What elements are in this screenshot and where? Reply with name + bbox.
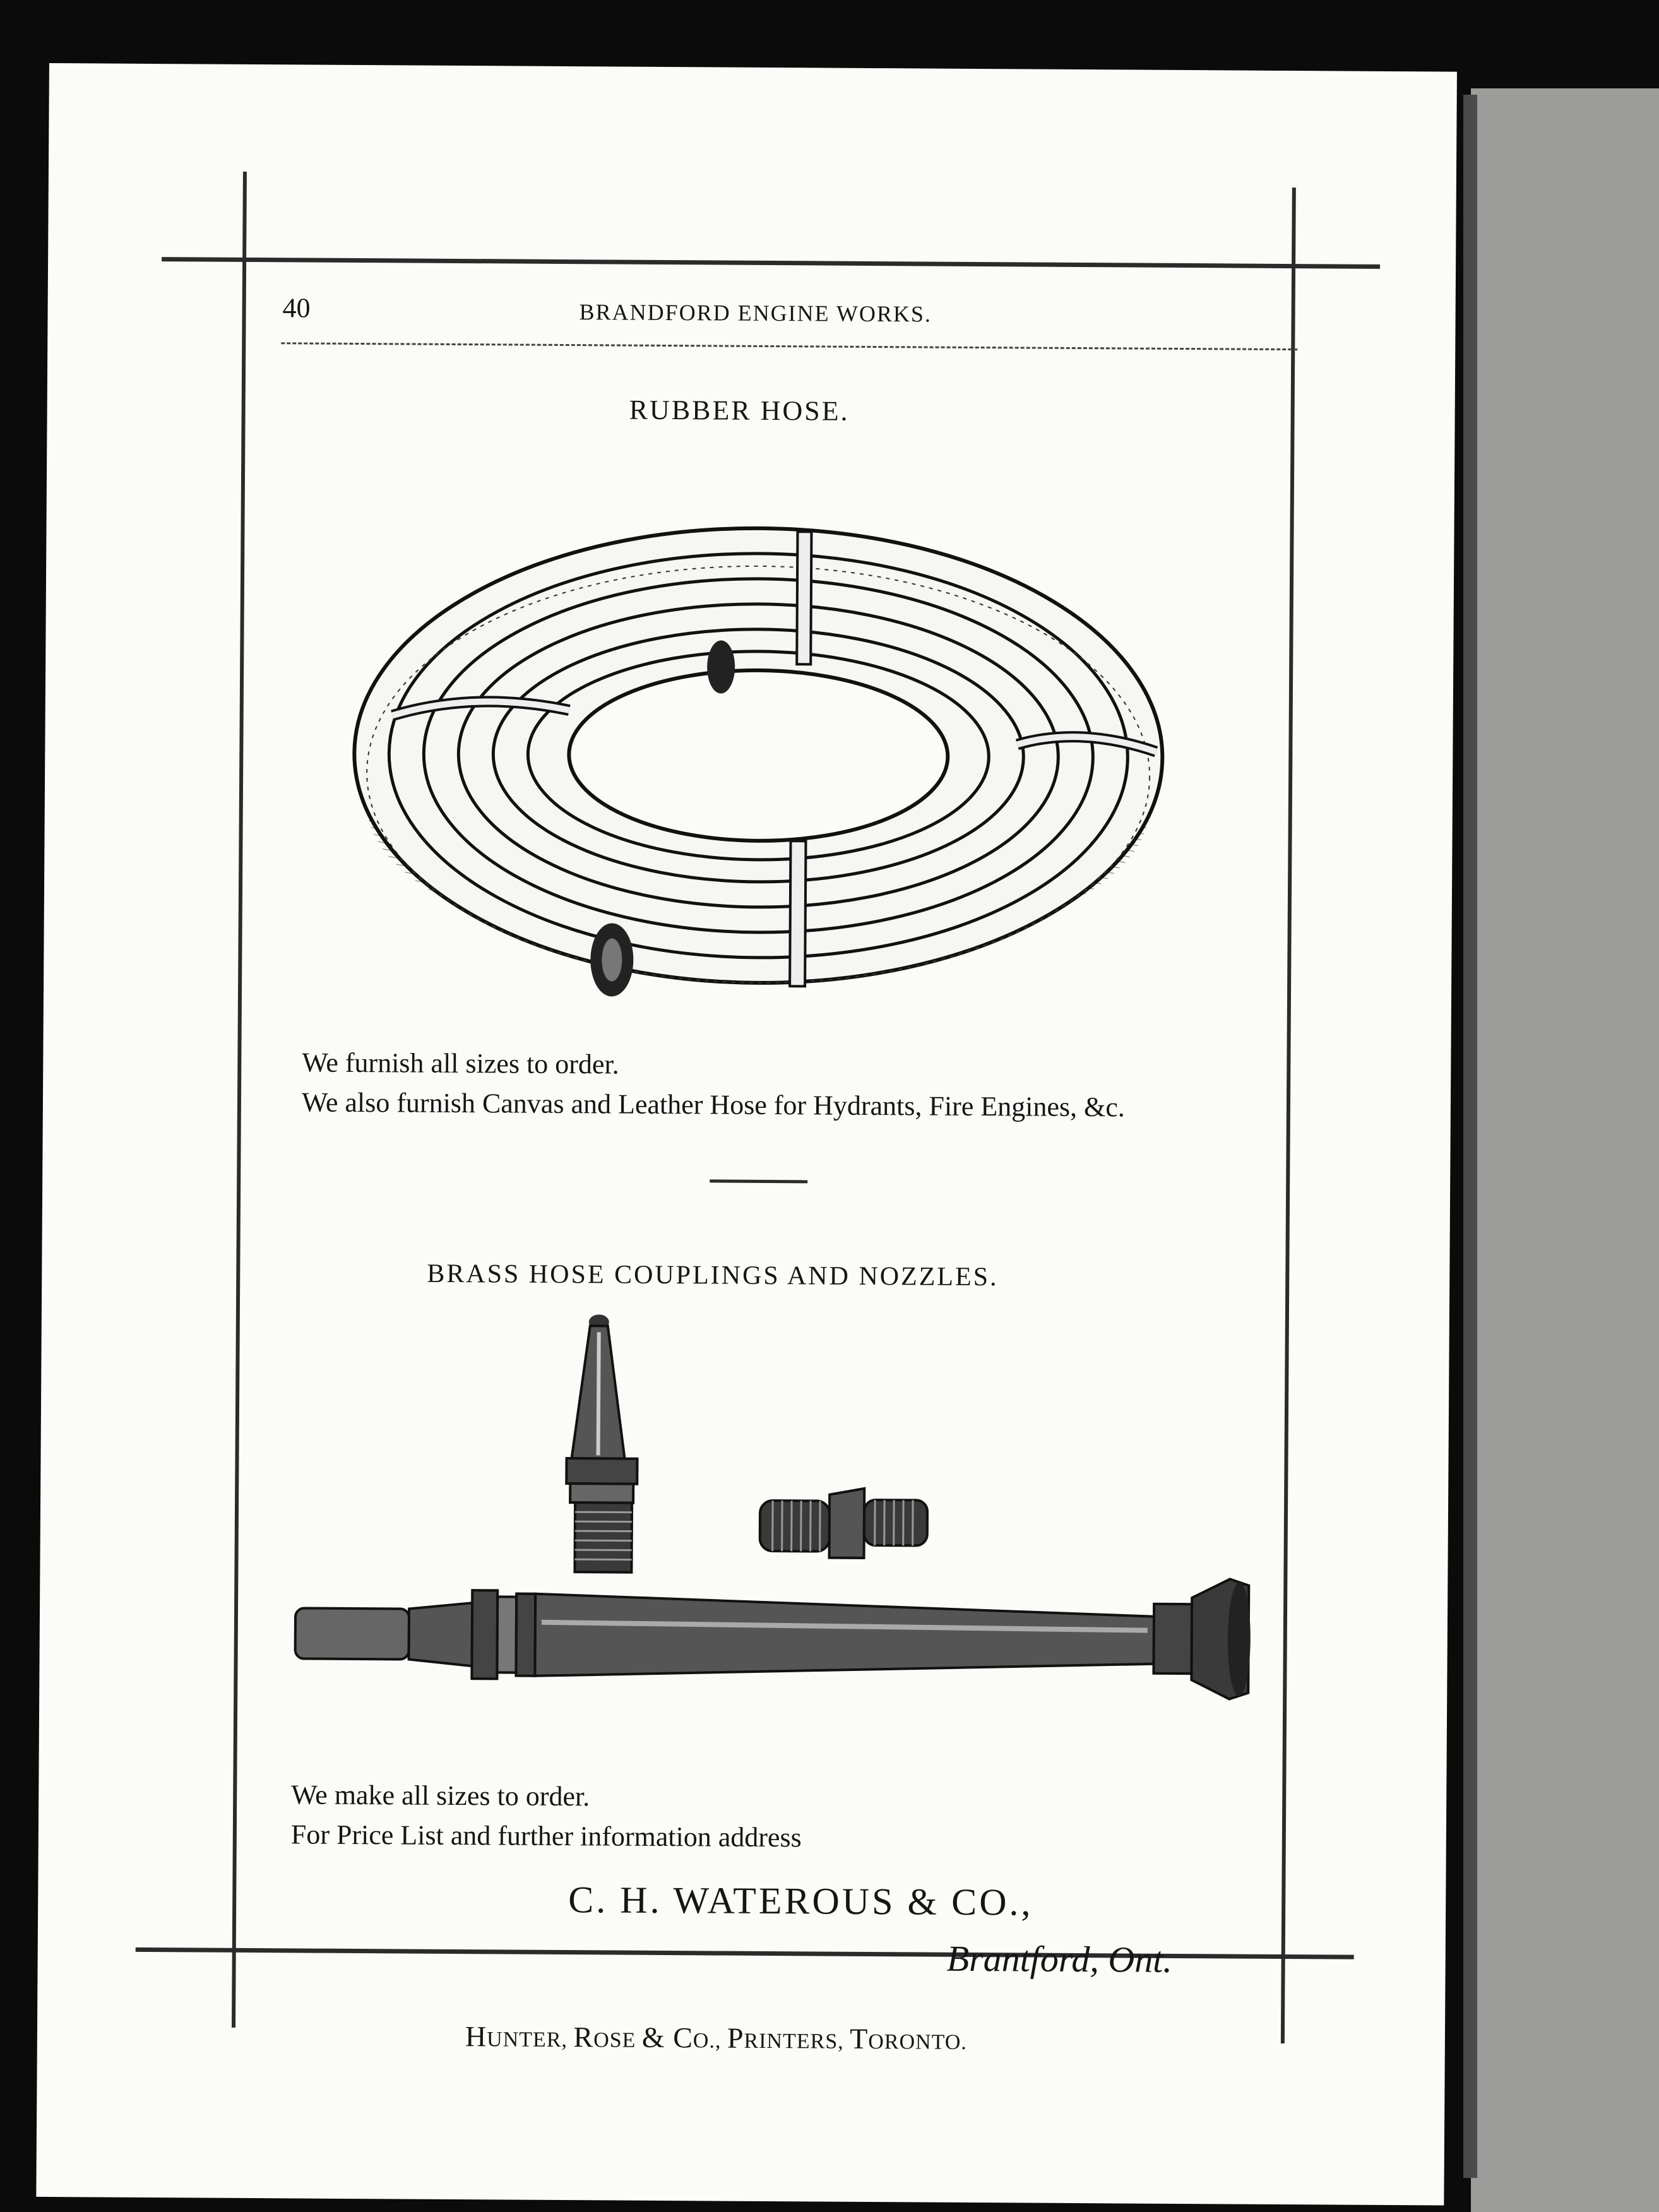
catalog-page (36, 63, 1457, 2206)
printer-word-4-initial: P (727, 2021, 744, 2054)
section-divider (710, 1179, 807, 1183)
page-gutter (1463, 95, 1477, 2178)
frame-rule-top (162, 257, 1380, 269)
printer-word-2-initial: R (573, 2021, 594, 2054)
running-title: BRANDFORD ENGINE WORKS. (579, 299, 932, 327)
company-name: C. H. WATEROUS & CO., (568, 1879, 1033, 1924)
company-place: Brantford, Ont. (946, 1937, 1173, 1980)
coupling-illustration (753, 1475, 937, 1571)
printer-word-3-initial: & C (641, 2021, 694, 2054)
printer-word-1-rest: UNTER, (487, 2028, 574, 2052)
hose-pipe-illustration (288, 1567, 1255, 1705)
printer-word-5-rest: ORONTO. (868, 2030, 967, 2054)
printer-word-3-rest: O., (693, 2029, 728, 2053)
printer-word-2-rest: OSE (593, 2028, 642, 2052)
frame-rule-right (1281, 187, 1296, 2043)
page-number: 40 (282, 292, 311, 324)
brass-title: BRASS HOSE COUPLINGS AND NOZZLES. (427, 1259, 999, 1292)
rubber-hose-title: RUBBER HOSE. (629, 394, 850, 427)
frame-rule-left (232, 172, 247, 2028)
printer-credit (465, 2019, 967, 2056)
adjacent-page (1471, 88, 1659, 2212)
printer-word-4-rest: RINTERS, (744, 2029, 850, 2054)
printer-word-5-initial: T (850, 2022, 869, 2055)
rubber-hose-line-1: We furnish all sizes to order. (302, 1047, 619, 1080)
printer-word-1-initial: H (465, 2020, 487, 2053)
header-rule (281, 342, 1297, 350)
rubber-hose-line-2: We also furnish Canvas and Leather Hose for Hydrants, Fire Engines, &c. (301, 1086, 1125, 1123)
nozzle-illustration (561, 1313, 651, 1579)
brass-line-2: For Price List and further information address (290, 1819, 802, 1853)
coiled-hose-illustration (340, 456, 1183, 1017)
brass-line-1: We make all sizes to order. (291, 1779, 590, 1812)
